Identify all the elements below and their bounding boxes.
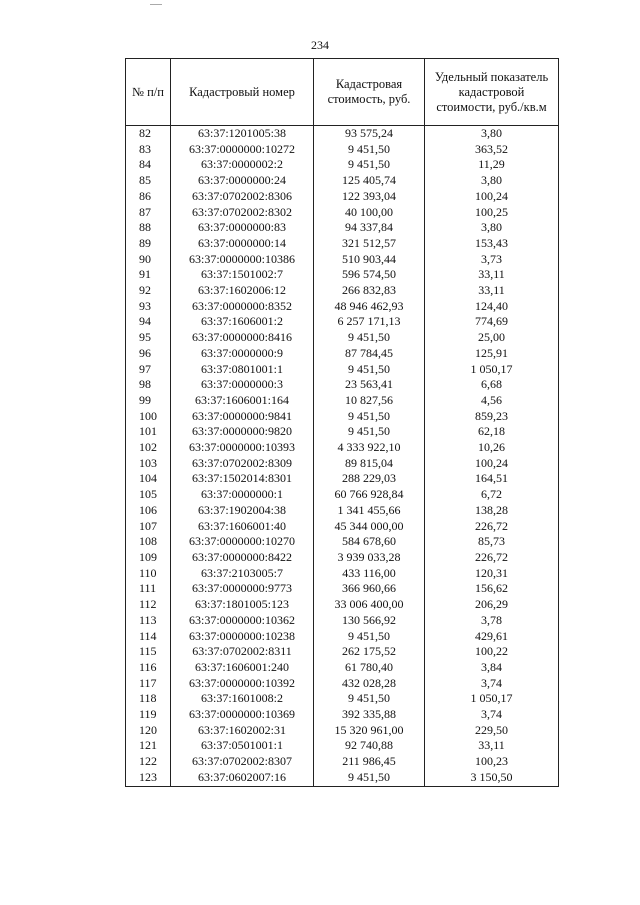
cadastral-number: 63:37:0000000:10393	[171, 440, 314, 456]
row-number: 82	[126, 126, 171, 142]
table-body	[126, 126, 559, 787]
specific-indicator: 33,11	[425, 283, 559, 299]
cadastral-number: 63:37:0000000:9820	[171, 424, 314, 440]
table-row	[126, 550, 559, 566]
cadastral-value: 6 257 171,13	[314, 314, 425, 330]
specific-indicator: 429,61	[425, 629, 559, 645]
table-row	[126, 142, 559, 158]
cadastral-number: 63:37:0501001:1	[171, 738, 314, 754]
specific-indicator: 3,80	[425, 173, 559, 189]
specific-indicator: 100,22	[425, 644, 559, 660]
cadastral-number: 63:37:0000000:8352	[171, 299, 314, 315]
cadastral-value: 510 903,44	[314, 252, 425, 268]
row-number: 105	[126, 487, 171, 503]
cadastral-number: 63:37:0000000:9841	[171, 409, 314, 425]
cadastral-number: 63:37:0801001:1	[171, 362, 314, 378]
cadastral-value: 93 575,24	[314, 126, 425, 142]
cadastral-number: 63:37:0000000:9	[171, 346, 314, 362]
row-number: 121	[126, 738, 171, 754]
table-row	[126, 770, 559, 786]
cadastral-number: 63:37:1606001:2	[171, 314, 314, 330]
specific-indicator: 3,80	[425, 220, 559, 236]
cadastral-value: 9 451,50	[314, 157, 425, 173]
page-number: 234	[311, 38, 329, 52]
table-row	[126, 456, 559, 472]
cadastral-number: 63:37:1606001:240	[171, 660, 314, 676]
table-row	[126, 503, 559, 519]
specific-indicator: 100,24	[425, 189, 559, 205]
row-number: 96	[126, 346, 171, 362]
row-number: 114	[126, 629, 171, 645]
cadastral-number: 63:37:1502014:8301	[171, 471, 314, 487]
row-number: 85	[126, 173, 171, 189]
cadastral-number: 63:37:0702002:8309	[171, 456, 314, 472]
specific-indicator: 11,29	[425, 157, 559, 173]
specific-indicator: 156,62	[425, 581, 559, 597]
cadastral-value: 4 333 922,10	[314, 440, 425, 456]
cadastral-number: 63:37:0702002:8307	[171, 754, 314, 770]
specific-indicator: 33,11	[425, 738, 559, 754]
cadastral-value: 433 116,00	[314, 566, 425, 582]
table-row	[126, 534, 559, 550]
cadastral-value: 596 574,50	[314, 267, 425, 283]
cadastral-number: 63:37:0000000:14	[171, 236, 314, 252]
specific-indicator: 153,43	[425, 236, 559, 252]
specific-indicator: 3,78	[425, 613, 559, 629]
table-row	[126, 676, 559, 692]
table-row	[126, 691, 559, 707]
specific-indicator: 25,00	[425, 330, 559, 346]
cadastral-number: 63:37:1606001:164	[171, 393, 314, 409]
table-row	[126, 189, 559, 205]
table-header-row	[126, 59, 559, 126]
cadastral-number: 63:37:1501002:7	[171, 267, 314, 283]
specific-indicator: 4,56	[425, 393, 559, 409]
row-number: 87	[126, 205, 171, 221]
cadastral-number: 63:37:1602002:31	[171, 723, 314, 739]
row-number: 113	[126, 613, 171, 629]
cadastral-number: 63:37:1902004:38	[171, 503, 314, 519]
cadastral-value: 9 451,50	[314, 629, 425, 645]
specific-indicator: 100,25	[425, 205, 559, 221]
row-number: 92	[126, 283, 171, 299]
row-number: 123	[126, 770, 171, 786]
table-row	[126, 597, 559, 613]
specific-indicator: 3,73	[425, 252, 559, 268]
cadastral-value: 33 006 400,00	[314, 597, 425, 613]
row-number: 122	[126, 754, 171, 770]
cadastral-number: 63:37:0000000:10270	[171, 534, 314, 550]
row-number: 116	[126, 660, 171, 676]
row-number: 86	[126, 189, 171, 205]
row-number: 103	[126, 456, 171, 472]
header-cadastral-number: Кадастровый номер	[171, 59, 314, 126]
table-row	[126, 362, 559, 378]
cadastral-value: 45 344 000,00	[314, 519, 425, 535]
table-row	[126, 581, 559, 597]
cadastral-number: 63:37:2103005:7	[171, 566, 314, 582]
cadastral-number: 63:37:0000000:1	[171, 487, 314, 503]
row-number: 117	[126, 676, 171, 692]
table-row	[126, 707, 559, 723]
cadastral-value: 211 986,45	[314, 754, 425, 770]
cadastral-number: 63:37:0702002:8302	[171, 205, 314, 221]
specific-indicator: 100,23	[425, 754, 559, 770]
cadastral-value: 9 451,50	[314, 770, 425, 786]
cadastral-value: 584 678,60	[314, 534, 425, 550]
table-row	[126, 566, 559, 582]
row-number: 98	[126, 377, 171, 393]
row-number: 94	[126, 314, 171, 330]
specific-indicator: 6,72	[425, 487, 559, 503]
cadastral-number: 63:37:0602007:16	[171, 770, 314, 786]
cadastral-number: 63:37:1602006:12	[171, 283, 314, 299]
cadastral-value: 48 946 462,93	[314, 299, 425, 315]
row-number: 110	[126, 566, 171, 582]
cadastral-number: 63:37:1801005:123	[171, 597, 314, 613]
cadastral-number: 63:37:0000000:10369	[171, 707, 314, 723]
row-number: 108	[126, 534, 171, 550]
specific-indicator: 85,73	[425, 534, 559, 550]
specific-indicator: 138,28	[425, 503, 559, 519]
specific-indicator: 1 050,17	[425, 362, 559, 378]
row-number: 83	[126, 142, 171, 158]
row-number: 95	[126, 330, 171, 346]
table-row	[126, 267, 559, 283]
specific-indicator: 125,91	[425, 346, 559, 362]
cadastral-value: 9 451,50	[314, 424, 425, 440]
specific-indicator: 3,80	[425, 126, 559, 142]
row-number: 104	[126, 471, 171, 487]
specific-indicator: 3,74	[425, 676, 559, 692]
cadastral-value: 23 563,41	[314, 377, 425, 393]
cadastral-value: 9 451,50	[314, 409, 425, 425]
cadastral-number: 63:37:0000000:8422	[171, 550, 314, 566]
cadastral-value: 61 780,40	[314, 660, 425, 676]
specific-indicator: 1 050,17	[425, 691, 559, 707]
table-row	[126, 205, 559, 221]
specific-indicator: 229,50	[425, 723, 559, 739]
row-number: 111	[126, 581, 171, 597]
row-number: 107	[126, 519, 171, 535]
table-row	[126, 393, 559, 409]
cadastral-number: 63:37:1201005:38	[171, 126, 314, 142]
row-number: 118	[126, 691, 171, 707]
table-row	[126, 754, 559, 770]
row-number: 100	[126, 409, 171, 425]
cadastral-value: 432 028,28	[314, 676, 425, 692]
cadastral-value: 9 451,50	[314, 691, 425, 707]
row-number: 88	[126, 220, 171, 236]
cadastral-value: 3 939 033,28	[314, 550, 425, 566]
table-row	[126, 723, 559, 739]
scan-mark	[150, 4, 162, 5]
row-number: 106	[126, 503, 171, 519]
header-cadastral-value: Кадастровая стоимость, руб.	[314, 59, 425, 126]
specific-indicator: 124,40	[425, 299, 559, 315]
cadastral-number: 63:37:0000000:3	[171, 377, 314, 393]
header-num: № п/п	[126, 59, 171, 126]
table-row	[126, 299, 559, 315]
cadastral-value: 392 335,88	[314, 707, 425, 723]
cadastral-number: 63:37:0000000:83	[171, 220, 314, 236]
cadastral-number: 63:37:0000000:24	[171, 173, 314, 189]
table-row	[126, 613, 559, 629]
row-number: 93	[126, 299, 171, 315]
cadastral-value: 262 175,52	[314, 644, 425, 660]
cadastral-value: 9 451,50	[314, 142, 425, 158]
table-row	[126, 519, 559, 535]
cadastral-number: 63:37:1601008:2	[171, 691, 314, 707]
cadastral-value: 92 740,88	[314, 738, 425, 754]
row-number: 90	[126, 252, 171, 268]
specific-indicator: 164,51	[425, 471, 559, 487]
specific-indicator: 33,11	[425, 267, 559, 283]
table-row	[126, 644, 559, 660]
table-row	[126, 173, 559, 189]
table-row	[126, 126, 559, 142]
table-row	[126, 377, 559, 393]
table-row	[126, 314, 559, 330]
row-number: 115	[126, 644, 171, 660]
row-number: 102	[126, 440, 171, 456]
table-row	[126, 660, 559, 676]
row-number: 97	[126, 362, 171, 378]
table-row	[126, 236, 559, 252]
specific-indicator: 226,72	[425, 550, 559, 566]
table-row	[126, 283, 559, 299]
cadastral-number: 63:37:0000000:10272	[171, 142, 314, 158]
row-number: 119	[126, 707, 171, 723]
specific-indicator: 120,31	[425, 566, 559, 582]
row-number: 89	[126, 236, 171, 252]
cadastral-value: 125 405,74	[314, 173, 425, 189]
specific-indicator: 10,26	[425, 440, 559, 456]
cadastral-number: 63:37:0000000:10362	[171, 613, 314, 629]
table-row	[126, 487, 559, 503]
cadastral-value: 366 960,66	[314, 581, 425, 597]
table-row	[126, 738, 559, 754]
row-number: 101	[126, 424, 171, 440]
row-number: 99	[126, 393, 171, 409]
specific-indicator: 363,52	[425, 142, 559, 158]
table-row	[126, 440, 559, 456]
row-number: 120	[126, 723, 171, 739]
table-row	[126, 629, 559, 645]
table-row	[126, 157, 559, 173]
row-number: 112	[126, 597, 171, 613]
cadastral-value: 122 393,04	[314, 189, 425, 205]
cadastral-number: 63:37:0000000:10238	[171, 629, 314, 645]
table-row	[126, 346, 559, 362]
specific-indicator: 226,72	[425, 519, 559, 535]
cadastral-value: 9 451,50	[314, 330, 425, 346]
cadastral-value: 10 827,56	[314, 393, 425, 409]
specific-indicator: 774,69	[425, 314, 559, 330]
specific-indicator: 100,24	[425, 456, 559, 472]
cadastral-number: 63:37:0000000:10392	[171, 676, 314, 692]
cadastral-value: 9 451,50	[314, 362, 425, 378]
cadastral-value: 60 766 928,84	[314, 487, 425, 503]
cadastral-value: 94 337,84	[314, 220, 425, 236]
row-number: 91	[126, 267, 171, 283]
specific-indicator: 3,74	[425, 707, 559, 723]
table-row	[126, 424, 559, 440]
cadastral-value: 15 320 961,00	[314, 723, 425, 739]
table-row	[126, 220, 559, 236]
specific-indicator: 3,84	[425, 660, 559, 676]
cadastral-value: 321 512,57	[314, 236, 425, 252]
cadastral-value: 89 815,04	[314, 456, 425, 472]
row-number: 109	[126, 550, 171, 566]
table-row	[126, 409, 559, 425]
cadastral-number: 63:37:0000000:9773	[171, 581, 314, 597]
cadastral-value: 266 832,83	[314, 283, 425, 299]
cadastral-number: 63:37:0000000:10386	[171, 252, 314, 268]
table-row	[126, 471, 559, 487]
cadastral-number: 63:37:0000002:2	[171, 157, 314, 173]
cadastral-number: 63:37:0000000:8416	[171, 330, 314, 346]
cadastral-number: 63:37:0702002:8306	[171, 189, 314, 205]
cadastral-number: 63:37:1606001:40	[171, 519, 314, 535]
cadastral-value: 87 784,45	[314, 346, 425, 362]
specific-indicator: 62,18	[425, 424, 559, 440]
row-number: 84	[126, 157, 171, 173]
specific-indicator: 206,29	[425, 597, 559, 613]
table-row	[126, 330, 559, 346]
header-specific-indicator: Удельный показатель кадастровой стоимости, руб./кв.м	[425, 59, 559, 126]
cadastral-value: 130 566,92	[314, 613, 425, 629]
cadastral-table	[125, 58, 559, 787]
specific-indicator: 3 150,50	[425, 770, 559, 786]
cadastral-value: 40 100,00	[314, 205, 425, 221]
cadastral-number: 63:37:0702002:8311	[171, 644, 314, 660]
table-row	[126, 252, 559, 268]
cadastral-value: 1 341 455,66	[314, 503, 425, 519]
cadastral-value: 288 229,03	[314, 471, 425, 487]
specific-indicator: 859,23	[425, 409, 559, 425]
specific-indicator: 6,68	[425, 377, 559, 393]
